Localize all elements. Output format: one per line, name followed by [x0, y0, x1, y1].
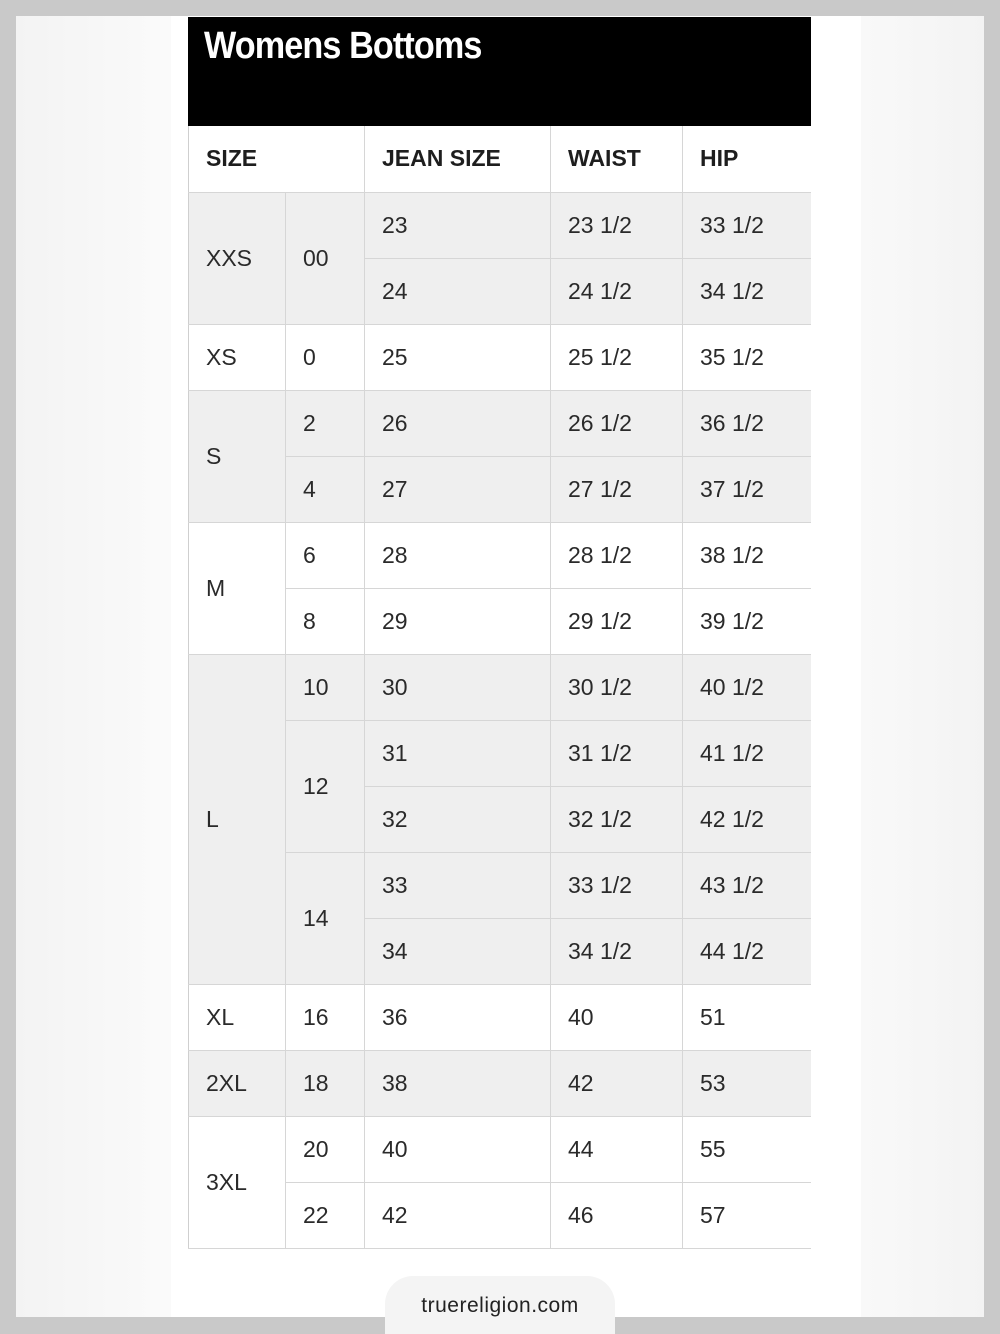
size-number-cell: 2: [286, 390, 365, 456]
hip-cell: 40 1/2: [683, 654, 812, 720]
size-chart-table: [188, 126, 811, 1249]
title-bar: [188, 17, 811, 126]
url-bar[interactable]: [385, 1276, 615, 1334]
size-number-cell: 18: [286, 1050, 365, 1116]
size-number-cell: 10: [286, 654, 365, 720]
header-hip: HIP: [683, 126, 812, 192]
waist-cell: 29 1/2: [551, 588, 683, 654]
hip-cell: 43 1/2: [683, 852, 812, 918]
hip-cell: 37 1/2: [683, 456, 812, 522]
hip-cell: 35 1/2: [683, 324, 812, 390]
waist-cell: 27 1/2: [551, 456, 683, 522]
hip-cell: 42 1/2: [683, 786, 812, 852]
jean-size-cell: 42: [365, 1182, 551, 1248]
waist-cell: 40: [551, 984, 683, 1050]
size-number-cell: 22: [286, 1182, 365, 1248]
jean-size-cell: 26: [365, 390, 551, 456]
header-row: [189, 126, 812, 192]
jean-size-cell: 36: [365, 984, 551, 1050]
jean-size-cell: 25: [365, 324, 551, 390]
jean-size-cell: 33: [365, 852, 551, 918]
jean-size-cell: 23: [365, 192, 551, 258]
size-cell: 2XL: [189, 1050, 286, 1116]
waist-cell: 32 1/2: [551, 786, 683, 852]
jean-size-cell: 29: [365, 588, 551, 654]
table-row: [189, 390, 812, 456]
waist-cell: 25 1/2: [551, 324, 683, 390]
jean-size-cell: 38: [365, 1050, 551, 1116]
header-waist: WAIST: [551, 126, 683, 192]
table-row: [189, 1050, 812, 1116]
jean-size-cell: 32: [365, 786, 551, 852]
size-cell: XXS: [189, 192, 286, 324]
header-size: SIZE: [189, 126, 365, 192]
jean-size-cell: 28: [365, 522, 551, 588]
table-row: [189, 984, 812, 1050]
size-number-cell: 4: [286, 456, 365, 522]
waist-cell: 30 1/2: [551, 654, 683, 720]
hip-cell: 33 1/2: [683, 192, 812, 258]
hip-cell: 44 1/2: [683, 918, 812, 984]
hip-cell: 57: [683, 1182, 812, 1248]
jean-size-cell: 40: [365, 1116, 551, 1182]
size-number-cell: 6: [286, 522, 365, 588]
size-chart-container: [188, 126, 811, 1257]
size-number-cell: 14: [286, 852, 365, 984]
waist-cell: 28 1/2: [551, 522, 683, 588]
size-number-cell: 12: [286, 720, 365, 852]
table-row: [189, 654, 812, 720]
waist-cell: 33 1/2: [551, 852, 683, 918]
waist-cell: 44: [551, 1116, 683, 1182]
waist-cell: 46: [551, 1182, 683, 1248]
waist-cell: 24 1/2: [551, 258, 683, 324]
hip-cell: 36 1/2: [683, 390, 812, 456]
hip-cell: 41 1/2: [683, 720, 812, 786]
size-number-cell: 20: [286, 1116, 365, 1182]
waist-cell: 31 1/2: [551, 720, 683, 786]
size-number-cell: 0: [286, 324, 365, 390]
jean-size-cell: 34: [365, 918, 551, 984]
hip-cell: 34 1/2: [683, 258, 812, 324]
waist-cell: 23 1/2: [551, 192, 683, 258]
jean-size-cell: 31: [365, 720, 551, 786]
jean-size-cell: 27: [365, 456, 551, 522]
size-cell: S: [189, 390, 286, 522]
size-cell: XL: [189, 984, 286, 1050]
table-row: [189, 1116, 812, 1182]
header-jean-size: JEAN SIZE: [365, 126, 551, 192]
hip-cell: 51: [683, 984, 812, 1050]
waist-cell: 26 1/2: [551, 390, 683, 456]
size-number-cell: 8: [286, 588, 365, 654]
page-title: Womens Bottoms: [204, 25, 482, 67]
site-domain: truereligion.com: [421, 1294, 579, 1317]
waist-cell: 34 1/2: [551, 918, 683, 984]
hip-cell: 39 1/2: [683, 588, 812, 654]
table-row: [189, 324, 812, 390]
waist-cell: 42: [551, 1050, 683, 1116]
size-cell: L: [189, 654, 286, 984]
hip-cell: 38 1/2: [683, 522, 812, 588]
hip-cell: 53: [683, 1050, 812, 1116]
size-cell: M: [189, 522, 286, 654]
jean-size-cell: 30: [365, 654, 551, 720]
size-cell: XS: [189, 324, 286, 390]
size-number-cell: 16: [286, 984, 365, 1050]
size-chart-body: [189, 192, 812, 1248]
table-row: [189, 192, 812, 258]
hip-cell: 55: [683, 1116, 812, 1182]
size-cell: 3XL: [189, 1116, 286, 1248]
table-row: [189, 522, 812, 588]
jean-size-cell: 24: [365, 258, 551, 324]
size-number-cell: 00: [286, 192, 365, 324]
